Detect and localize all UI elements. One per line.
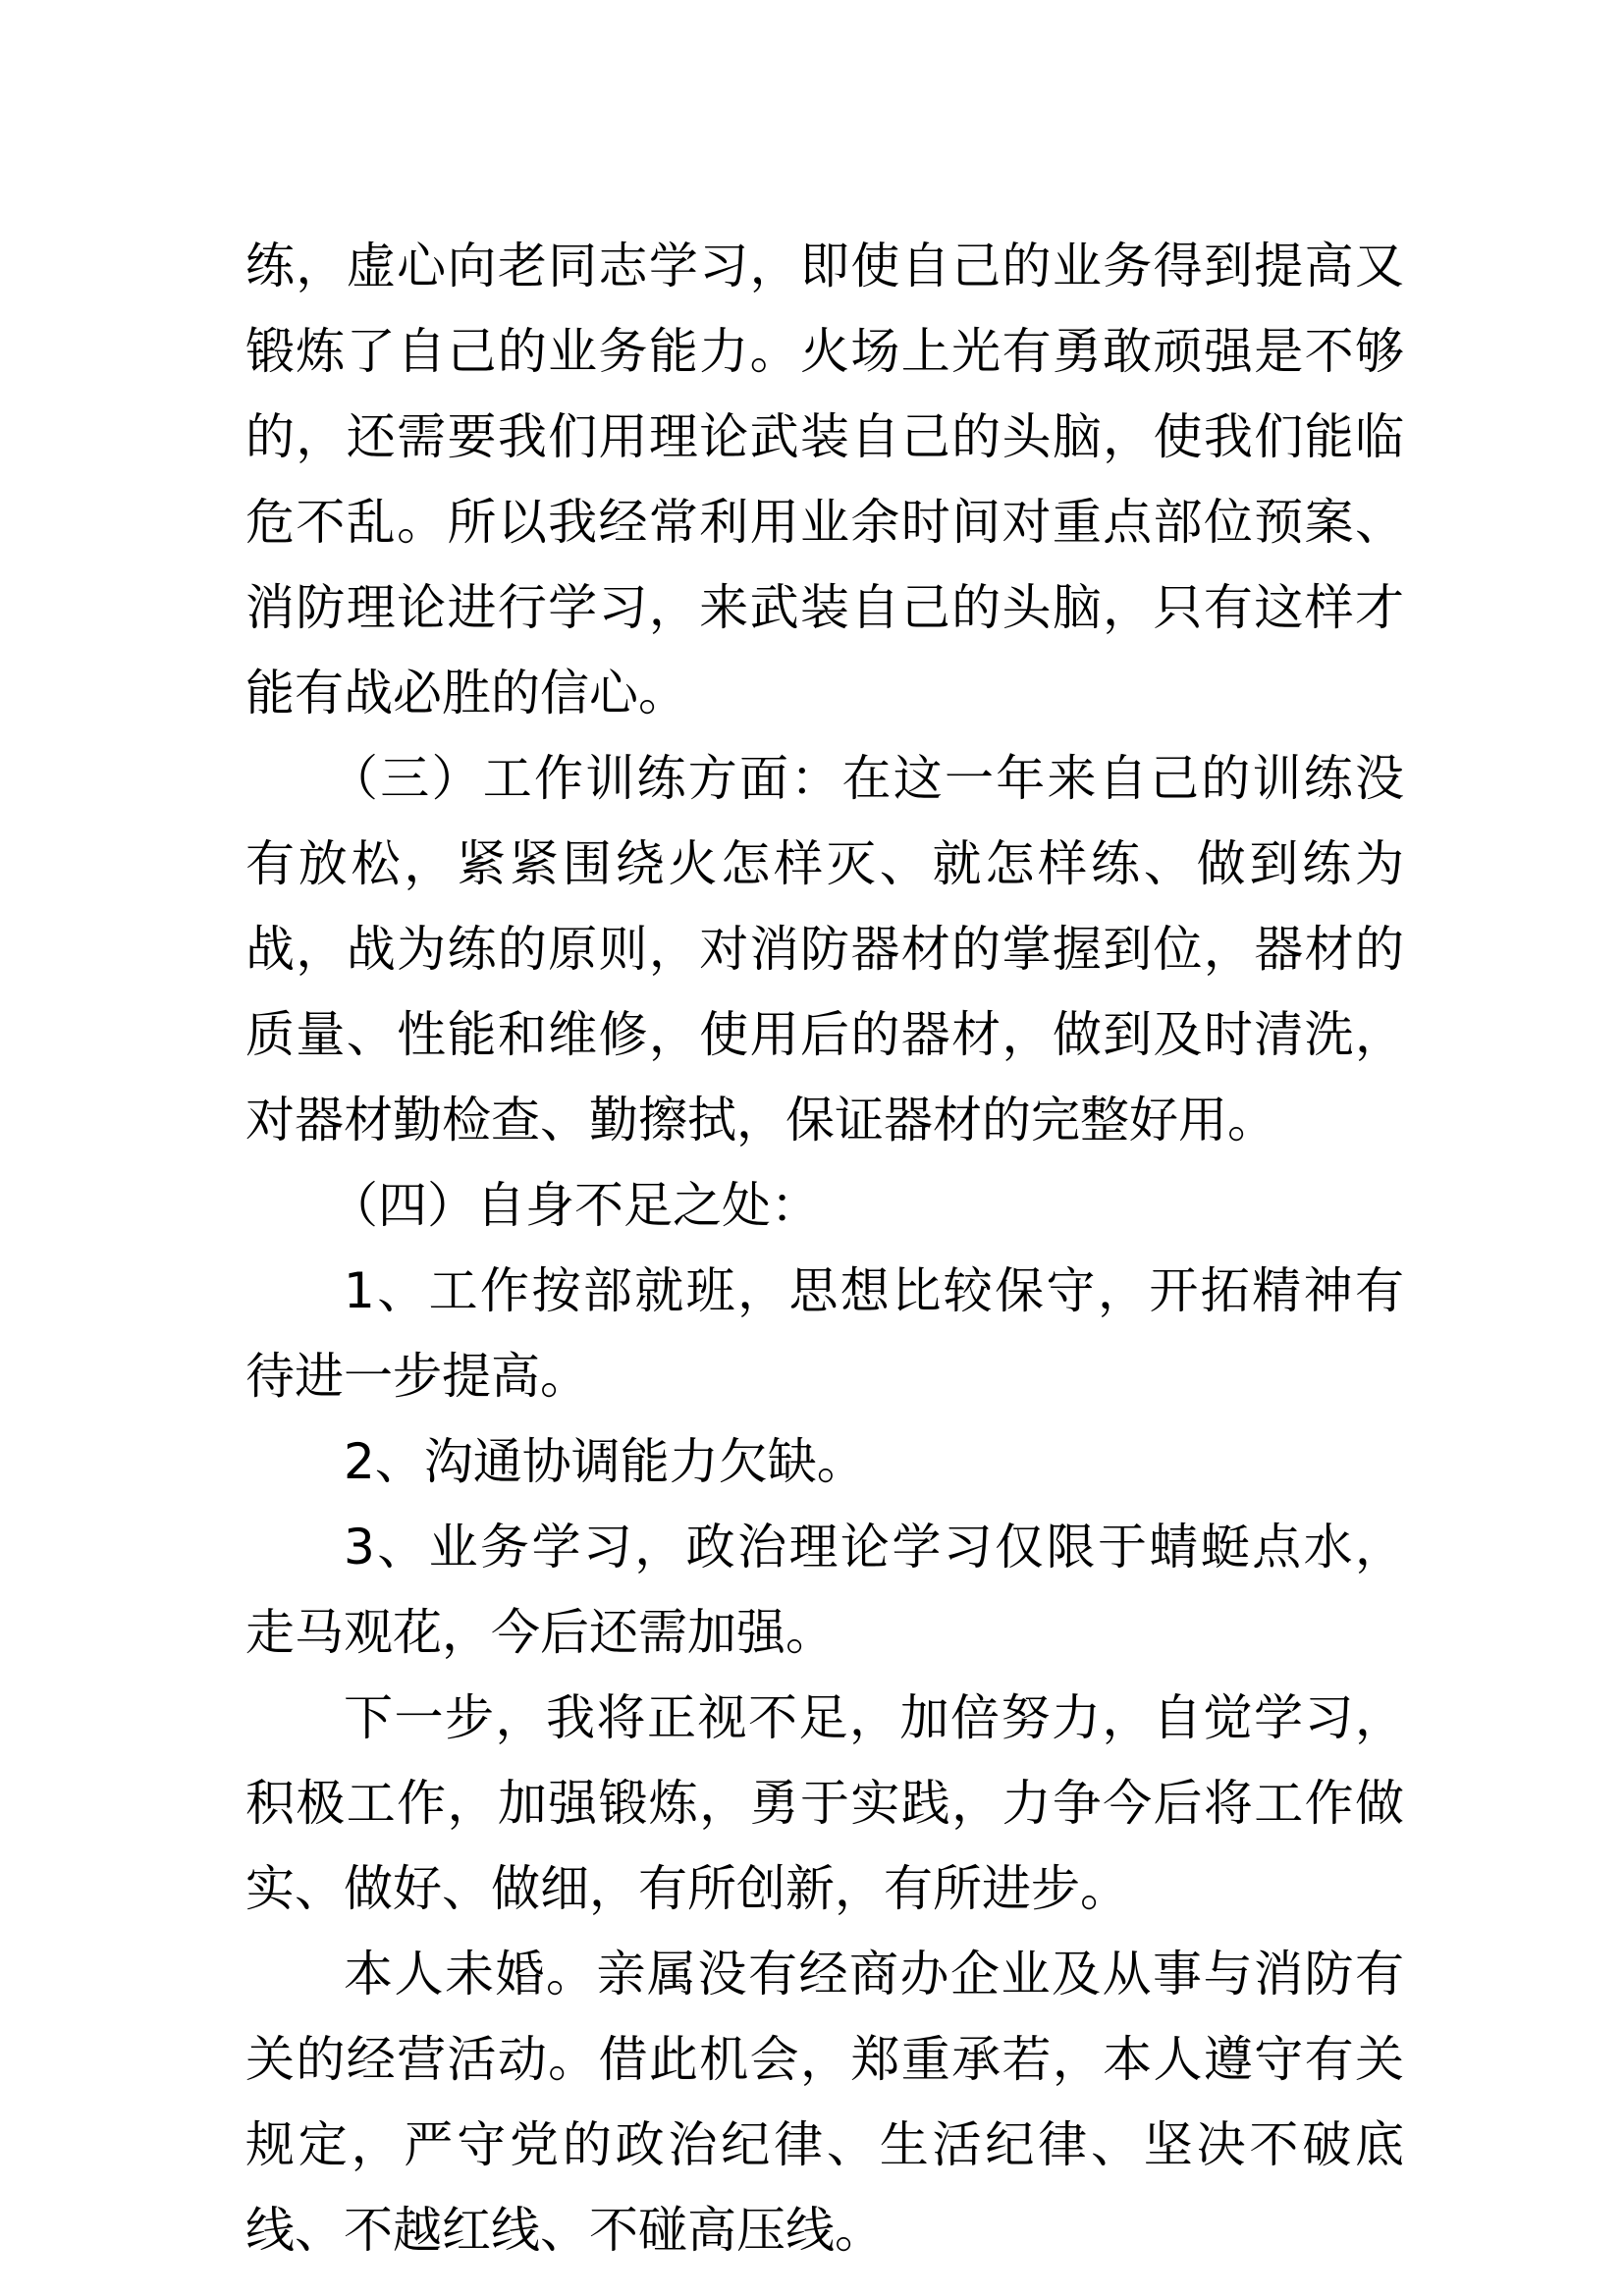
document-body bbox=[245, 224, 1404, 2273]
paragraph-next-steps: 下一步，我将正视不足，加倍努力，自觉学习，积极工作，加强锻炼，勇于实践，力争今后将工作做实、做好、做细，有所创新，有所进步。 bbox=[245, 1689, 1404, 1917]
paragraph-shortcoming-3: 3、业务学习，政治理论学习仅限于蜻蜓点水，走马观花，今后还需加强。 bbox=[245, 1519, 1404, 1661]
paragraph-personal-statement: 本人未婚。亲属没有经商办企业及从事与消防有关的经营活动。借此机会，郑重承若，本人遵守有关规定，严守党的政治纪律、生活纪律、坚决不破底线、不越红线、不碰高压线。 bbox=[245, 1946, 1404, 2259]
paragraph-continuation: 练，虚心向老同志学习，即使自己的业务得到提高又锻炼了自己的业务能力。火场上光有勇敢顽强是不够的，还需要我们用理论武装自己的头脑，使我们能临危不乱。所以我经常利用业余时间对重点部位预案、消防理论进行学习，来武装自己的头脑，只有这样才能有战必胜的信心。 bbox=[245, 238, 1404, 721]
paragraph-shortcoming-2: 2、沟通协调能力欠缺。 bbox=[344, 1433, 866, 1490]
paragraph-shortcoming-1: 1、工作按部就班，思想比较保守，开拓精神有待进一步提高。 bbox=[245, 1262, 1404, 1405]
paragraph-work-training: （三）工作训练方面：在这一年来自己的训练没有放松，紧紧围绕火怎样灭、就怎样练、做到练为战，战为练的原则，对消防器材的掌握到位，器材的质量、性能和维修，使用后的器材，做到及时清洗，对器材勤检查、勤擦拭，保证器材的完整好用。 bbox=[245, 750, 1404, 1148]
paragraph-shortcomings-heading: （四）自身不足之处： bbox=[329, 1177, 820, 1234]
